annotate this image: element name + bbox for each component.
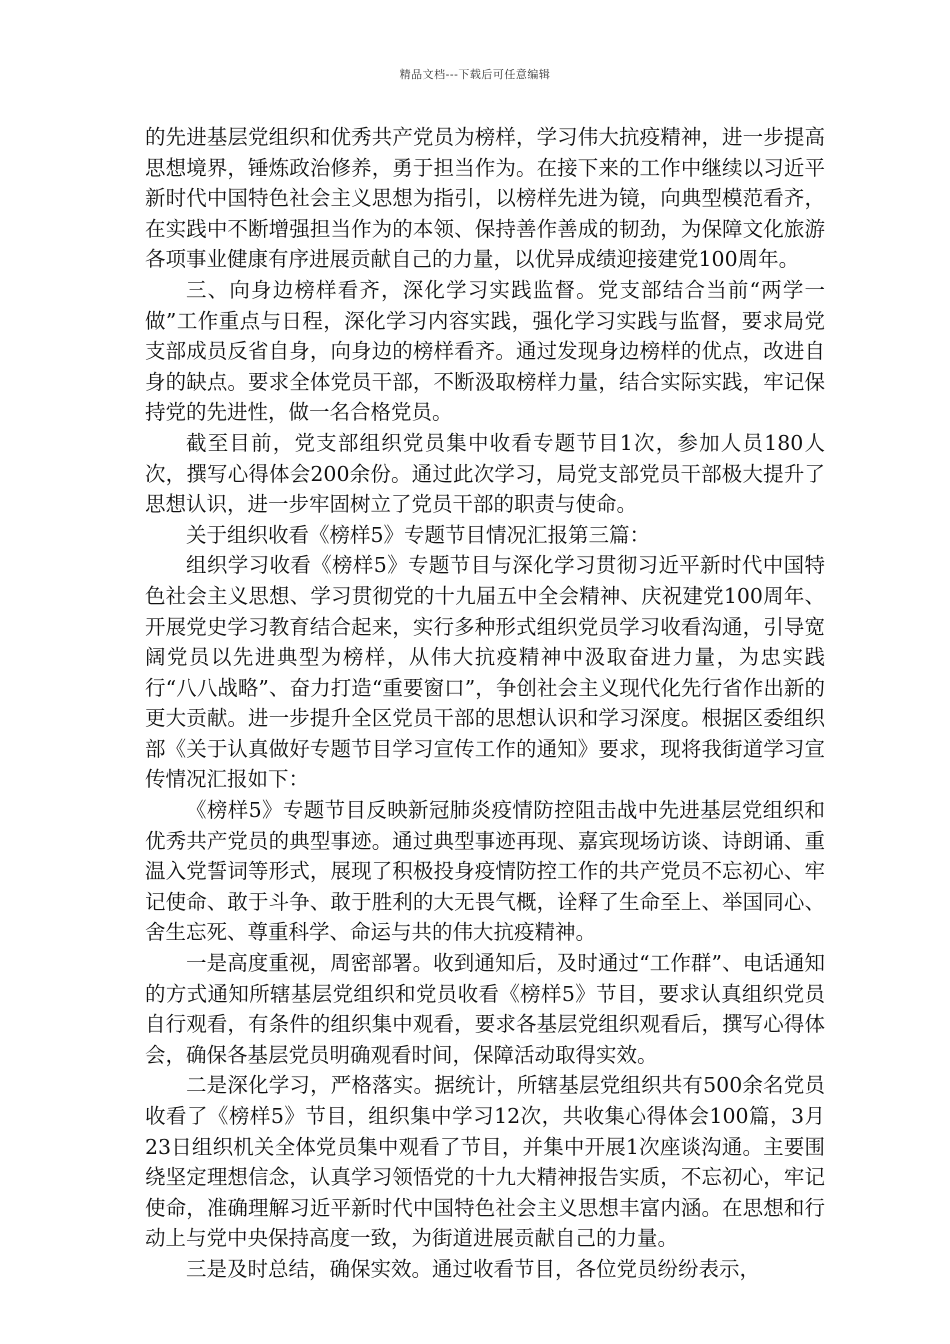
page-header: 精品文档---下载后可任意编辑 xyxy=(399,68,551,81)
section-title: 关于组织收看《榜样5》专题节目情况汇报第三篇： xyxy=(186,522,651,547)
paragraph: 三、向身边榜样看齐，深化学习实践监督。党支部结合当前“两学一做”工作重点与日程，深化学习内容实践，强化学习实践与监督，要求局党支部成员反省自身，向身边的榜样看齐。通过发现身边榜样的优点，改进自身的缺点。要求全体党员干部，不断汲取榜样力量，结合实际实践，牢记保持党的先进性，做一名合格党员。 xyxy=(145,277,825,425)
paragraph: 一是高度重视，周密部署。收到通知后，及时通过“工作群”、电话通知的方式通知所辖基层党组织和党员收看《榜样5》节目，要求认真组织党员自行观看，有条件的组织集中观看，要求各基层党组织观看后，撰写心得体会，确保各基层党员明确观看时间，保障活动取得实效。 xyxy=(145,951,825,1067)
paragraph: 二是深化学习，严格落实。据统计，所辖基层党组织共有500余名党员收看了《榜样5》节目，组织集中学习12次，共收集心得体会100篇，3月23日组织机关全体党员集中观看了节目，并集中开展1次座谈沟通。主要围绕坚定理想信念，认真学习领悟党的十九大精神报告实质，不忘初心，牢记使命，准确理解习近平新时代中国特色社会主义思想丰富内涵。在思想和行动上与党中央保持高度一致，为街道进展贡献自己的力量。 xyxy=(145,1073,825,1251)
paragraph: 三是及时总结，确保实效。通过收看节目，各位党员纷纷表示， xyxy=(186,1256,760,1281)
paragraph: 的先进基层党组织和优秀共产党员为榜样，学习伟大抗疫精神，进一步提高思想境界，锤炼政治修养，勇于担当作为。在接下来的工作中继续以习近平新时代中国特色社会主义思想为指引，以榜样先进为镜，向典型模范看齐，在实践中不断增强担当作为的本领、保持善作善成的韧劲，为保障文化旅游各项事业健康有序进展贡献自己的力量，以优异成绩迎接建党100周年。 xyxy=(145,125,825,272)
paragraph: 组织学习收看《榜样5》专题节目与深化学习贯彻习近平新时代中国特色社会主义思想、学习贯彻党的十九届五中全会精神、庆祝建党100周年、开展党史学习教育结合起来，实行多种形式组织党员学习收看沟通，引导宽阔党员以先进典型为榜样，从伟大抗疫精神中汲取奋进力量，为忠实践行“八八战略”、奋力打造“重要窗口”，争创社会主义现代化先行省作出新的更大贡献。进一步提升全区党员干部的思想认识和学习深度。根据区委组织部《关于认真做好专题节目学习宣传工作的通知》要求，现将我街道学习宣传情况汇报如下： xyxy=(145,553,825,792)
paragraph: 《榜样5》专题节目反映新冠肺炎疫情防控阻击战中先进基层党组织和优秀共产党员的典型事迹。通过典型事迹再现、嘉宾现场访谈、诗朗诵、重温入党誓词等形式，展现了积极投身疫情防控工作的共产党员不忘初心、牢记使命、敢于斗争、敢于胜利的大无畏气概，诠释了生命至上、举国同心、舍生忘死、尊重科学、命运与共的伟大抗疫精神。 xyxy=(145,798,825,945)
paragraph: 截至目前，党支部组织党员集中收看专题节目1次，参加人员180人次，撰写心得体会200余份。通过此次学习，局党支部党员干部极大提升了思想认识，进一步牢固树立了党员干部的职责与使命。 xyxy=(145,430,825,517)
document-body xyxy=(145,122,825,1285)
